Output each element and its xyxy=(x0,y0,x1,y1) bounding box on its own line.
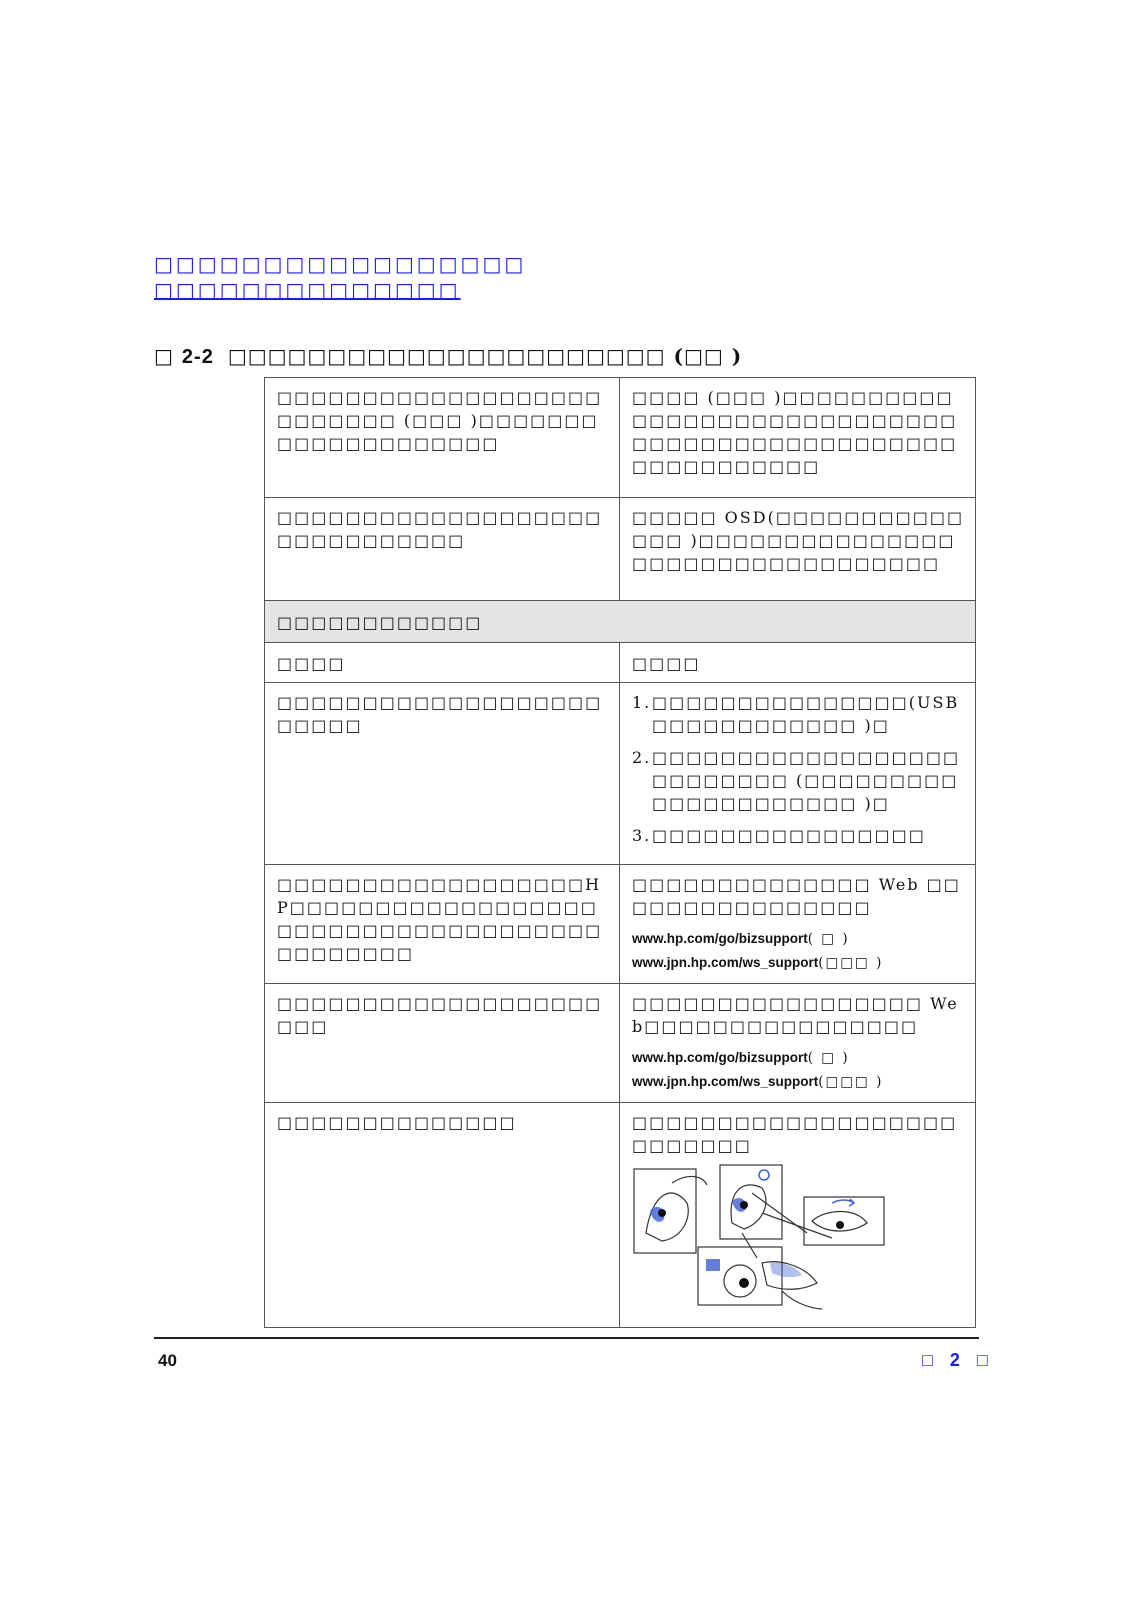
step-number: 1. xyxy=(632,693,652,712)
problem-cell: □□□□□□□□□□□□□□ xyxy=(265,1103,620,1328)
footer-rule xyxy=(154,1337,979,1339)
support-url-suffix: (□□□ ) xyxy=(818,1074,884,1090)
support-link-2[interactable] xyxy=(632,951,965,975)
table-title-text: □□□□□□□□□□□□□□□□□□□□□□ (□□ ) xyxy=(227,344,743,368)
table-row xyxy=(265,498,976,601)
solution-cell xyxy=(620,865,976,984)
section-title: □□□□□□□□□□□□ xyxy=(265,601,976,643)
problem-cell: □□□□□□□□□□□□□□□□□□□□□□□□□□□□□□ xyxy=(265,498,620,601)
step-text: □□□□□□□□□□□□□□□(USB□□□□□□□□□□□□ )□ xyxy=(652,693,960,735)
solution-cell xyxy=(620,984,976,1103)
breadcrumb-line-2[interactable]: □□□□□□□□□□□□□□ xyxy=(154,278,461,302)
support-url[interactable]: www.jpn.hp.com/ws_support xyxy=(632,955,819,970)
step-number: 2. xyxy=(632,748,652,767)
support-url[interactable]: www.hp.com/go/bizsupport xyxy=(632,1050,808,1065)
support-link-1[interactable] xyxy=(632,1046,965,1070)
problem-cell: □□□□□□□□□□□□□□□□□□HP□□□□□□□□□□□□□□□□□□□□□□□□□□□□□□□□□□□□□□□□□□□□□ xyxy=(265,865,620,984)
breadcrumb-line-1[interactable]: □□□□□□□□□□□□□□□□□ xyxy=(154,252,527,276)
solution-text: □□□□□□□□□□□□□□ Web □□□□□□□□□□□□□□□□ xyxy=(632,875,961,917)
table-row xyxy=(265,865,976,984)
support-url-suffix: ( □ ) xyxy=(807,931,850,947)
problem-cell: □□□□□□□□□□□□□□□□□□□□□□ xyxy=(265,984,620,1103)
solution-text: □□□□□□□□□□□□□□□□□ Web□□□□□□□□□□□□□□□□ xyxy=(632,994,959,1036)
problem-cell: □□□□□□□□□□□□□□□□□□□□□□□□ xyxy=(265,683,620,865)
support-link-2[interactable] xyxy=(632,1070,965,1094)
column-header-solution: □□□□ xyxy=(620,643,976,683)
step-item xyxy=(632,824,965,847)
troubleshooting-table xyxy=(264,377,976,1328)
breadcrumb[interactable] xyxy=(154,252,526,302)
section-header-row xyxy=(265,601,976,643)
support-url[interactable]: www.hp.com/go/bizsupport xyxy=(632,931,808,946)
solution-cell xyxy=(620,683,976,865)
step-number: 3. xyxy=(632,826,652,845)
step-text: □□□□□□□□□□□□□□□□□□□□□□□□□□ (□□□□□□□□□□□□□□□□□□□□□ )□ xyxy=(652,748,961,813)
solution-cell xyxy=(620,1103,976,1328)
table-row xyxy=(265,1103,976,1328)
solution-text: □□□□□□□□□□□□□□□□□□□□□□□□□□ xyxy=(632,1113,958,1155)
page-number: 40 xyxy=(158,1351,177,1370)
table-title xyxy=(154,344,742,369)
support-url-suffix: (□□□ ) xyxy=(818,955,884,971)
step-item xyxy=(632,691,965,737)
step-text: □□□□□□□□□□□□□□□□ xyxy=(652,826,926,845)
table-row xyxy=(265,683,976,865)
table-title-prefix: □ xyxy=(154,344,174,368)
table-row xyxy=(265,378,976,498)
chapter-link[interactable]: □ 2 □ xyxy=(922,1350,994,1370)
mouse-ball-cleaning-illustration xyxy=(632,1163,892,1313)
table-number: 2-2 xyxy=(181,346,214,368)
solution-cell: □□□□ (□□□ )□□□□□□□□□□□□□□□□□□□□□□□□□□□□□□□□□□□□□□□□□□□□□□□□□□□□□□□□□□□ xyxy=(620,378,976,498)
support-link-1[interactable] xyxy=(632,927,965,951)
support-url[interactable]: www.jpn.hp.com/ws_support xyxy=(632,1074,819,1089)
problem-cell: □□□□□□□□□□□□□□□□□□□□□□□□□□ (□□□ )□□□□□□□□□□□□□□□□□□□□ xyxy=(265,378,620,498)
table-row xyxy=(265,984,976,1103)
step-item xyxy=(632,746,965,815)
column-header-problem: □□□□ xyxy=(265,643,620,683)
support-url-suffix: ( □ ) xyxy=(807,1050,850,1066)
solution-cell: □□□□□ OSD(□□□□□□□□□□□□□□ )□□□□□□□□□□□□□□□□□□□□□□□□□□□□□□□□□ xyxy=(620,498,976,601)
column-header-row xyxy=(265,643,976,683)
steps-list xyxy=(632,691,965,847)
